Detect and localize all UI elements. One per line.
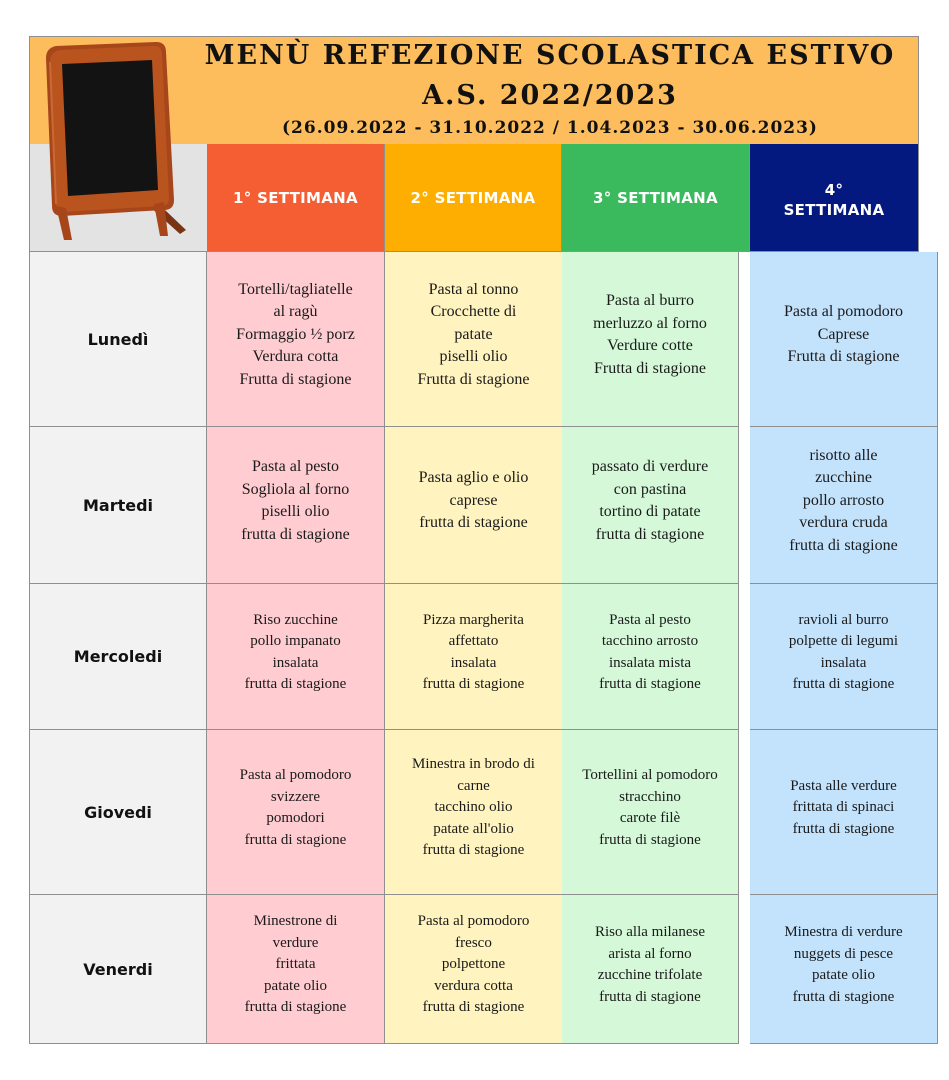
meal-item: Frutta di stagione [417,370,530,388]
meal-item: insalata mista [608,654,692,671]
meal-item: Frutta di stagione [239,370,352,388]
meal-cell-week-1 [207,730,385,895]
meal-item: insalata [272,654,319,671]
meal-item: frittata [275,956,316,973]
meal-item: frutta di stagione [792,676,895,692]
day-cell [29,427,207,584]
meal-item: frutta di stagione [422,999,525,1016]
meal-item: Formaggio ½ porz [236,325,355,343]
school-year: A.S. 2022/2023 [422,80,678,111]
meal-item: Minestrone di [253,913,338,930]
meal-item: Verdure cotte [607,337,693,354]
meal-item: frutta di stagione [244,831,347,848]
meal-item: insalata [450,654,497,671]
meal-item: Minestra in brodo di [412,756,535,773]
meal-item: frutta di stagione [241,525,350,543]
meal-item: Pasta al pomodoro [417,913,530,930]
meal-item: Caprese [817,325,870,343]
meal-item: caprese [449,491,498,509]
meal-cell-week-3 [562,427,739,584]
meal-item: frutta di stagione [599,988,701,1005]
date-range: (26.09.2022 - 31.10.2022 / 1.04.2023 - 30.06.2023) [282,118,818,138]
meal-item: ravioli al burro [798,611,889,628]
meal-cell-week-1 [207,427,385,584]
meal-item: frutta di stagione [244,999,347,1016]
meal-item: Verdura cotta [252,348,339,366]
meal-item: zucchine trifolate [597,967,703,983]
meal-item: frutta di stagione [422,676,525,692]
meal-item: risotto alle [809,446,878,464]
day-label: Giovedi [84,802,152,822]
meal-item: merluzzo al forno [593,314,707,332]
day-cell [29,252,207,427]
meal-item: Minestra di verdure [784,924,903,940]
day-cell [29,584,207,730]
meal-item: Pasta al pesto [251,458,340,475]
meal-item: svizzere [270,788,321,805]
week-2-header: 2° SETTIMANA [385,144,562,252]
meal-item: Frutta di stagione [787,348,900,366]
meal-item: pomodori [266,810,325,826]
meal-item: insalata [820,654,867,671]
meal-item: tacchino olio [434,799,513,816]
meal-item: Pasta aglio e olio [418,469,529,487]
day-cell [29,730,207,895]
meal-item: patate all'olio [433,820,514,837]
meal-item: frutta di stagione [792,820,895,837]
meal-item: Tortelli/tagliatelle [238,280,353,298]
meal-cell-week-3 [562,252,739,427]
meal-cell-week-1 [207,895,385,1044]
meal-cell-week-3 [562,584,739,730]
meal-item: piselli olio [261,503,330,520]
meal-cell-week-4 [750,730,938,895]
meal-item: fresco [455,934,492,951]
meal-item: tortino di patate [599,503,701,520]
meal-item: Tortellini al pomodoro [582,767,718,783]
week-3-header: 3° SETTIMANA [562,144,750,252]
meal-cell-week-3 [562,730,739,895]
meal-cell-week-3 [562,895,739,1044]
meal-item: Riso zucchine [253,611,338,628]
meal-item: piselli olio [439,348,508,366]
meal-item: stracchino [619,788,681,805]
meal-item: Pasta al pomodoro [239,767,352,783]
page-title: MENÙ REFEZIONE SCOLASTICA ESTIVO [204,40,896,71]
meal-item: passato di verdure [591,458,709,475]
meal-item: con pastina [613,480,687,498]
meal-item: frutta di stagione [599,676,701,692]
meal-item: Sogliola al forno [241,480,350,498]
meal-item: Pasta al burro [606,292,694,309]
meal-item: Pasta al pesto [609,611,691,628]
meal-cell-week-4 [750,895,938,1044]
meal-cell-week-1 [207,584,385,730]
meal-item: Pizza margherita [423,611,524,628]
meal-item: arista al forno [608,945,692,962]
meal-cell-week-1 [207,252,385,427]
meal-item: verdura cruda [799,514,888,532]
meal-item: frutta di stagione [789,536,898,554]
meal-item: pollo arrosto [802,491,885,509]
meal-item: zucchine [815,469,872,487]
meal-item: nuggets di pesce [793,945,894,962]
meal-cell-week-2 [385,730,563,895]
day-label: Mercoledi [73,647,163,666]
meal-cell-week-4 [750,584,938,730]
meal-item: Pasta alle verdure [790,777,897,794]
meal-item: frittata di spinaci [792,799,895,816]
meal-item: frutta di stagione [422,842,525,859]
meal-item: polpettone [441,956,506,973]
meal-item: polpette di legumi [788,633,899,649]
day-cell [29,895,207,1044]
meal-item: pollo impanato [250,633,341,649]
meal-cell-week-2 [385,895,563,1044]
meal-cell-week-4 [750,252,938,427]
meal-item: verdure [272,934,319,951]
day-label: Venerdi [83,959,153,979]
meal-item: carote filè [619,810,681,826]
meal-item: frutta di stagione [599,831,701,848]
meal-item: carne [457,777,490,794]
meal-cell-week-4 [750,427,938,584]
meal-item: affettato [448,633,499,649]
meal-item: tacchino arrosto [601,633,699,649]
meal-cell-week-2 [385,427,563,584]
meal-item: Pasta al pomodoro [783,303,904,321]
meal-item: Crocchette di [430,303,517,321]
week-4-header: 4° SETTIMANA [750,144,919,252]
meal-cell-week-2 [385,252,563,427]
chalkboard-icon [36,40,196,246]
meal-item: al ragù [273,303,318,321]
meal-item: frutta di stagione [244,676,347,692]
meal-item: verdura cotta [434,977,513,994]
day-label: Martedi [82,495,154,515]
meal-item: patate [454,325,493,343]
meal-item: frutta di stagione [792,988,895,1005]
week-1-header: 1° SETTIMANA [207,144,385,252]
meal-item: Frutta di stagione [594,359,706,377]
meal-item: frutta di stagione [419,514,528,532]
meal-item: patate olio [812,967,875,983]
meal-item: Pasta al tonno [428,280,519,298]
meal-cell-week-2 [385,584,563,730]
meal-item: Riso alla milanese [595,924,705,940]
meal-item: patate olio [264,977,327,994]
day-label: Lunedì [87,329,149,349]
meal-item: frutta di stagione [595,525,705,543]
